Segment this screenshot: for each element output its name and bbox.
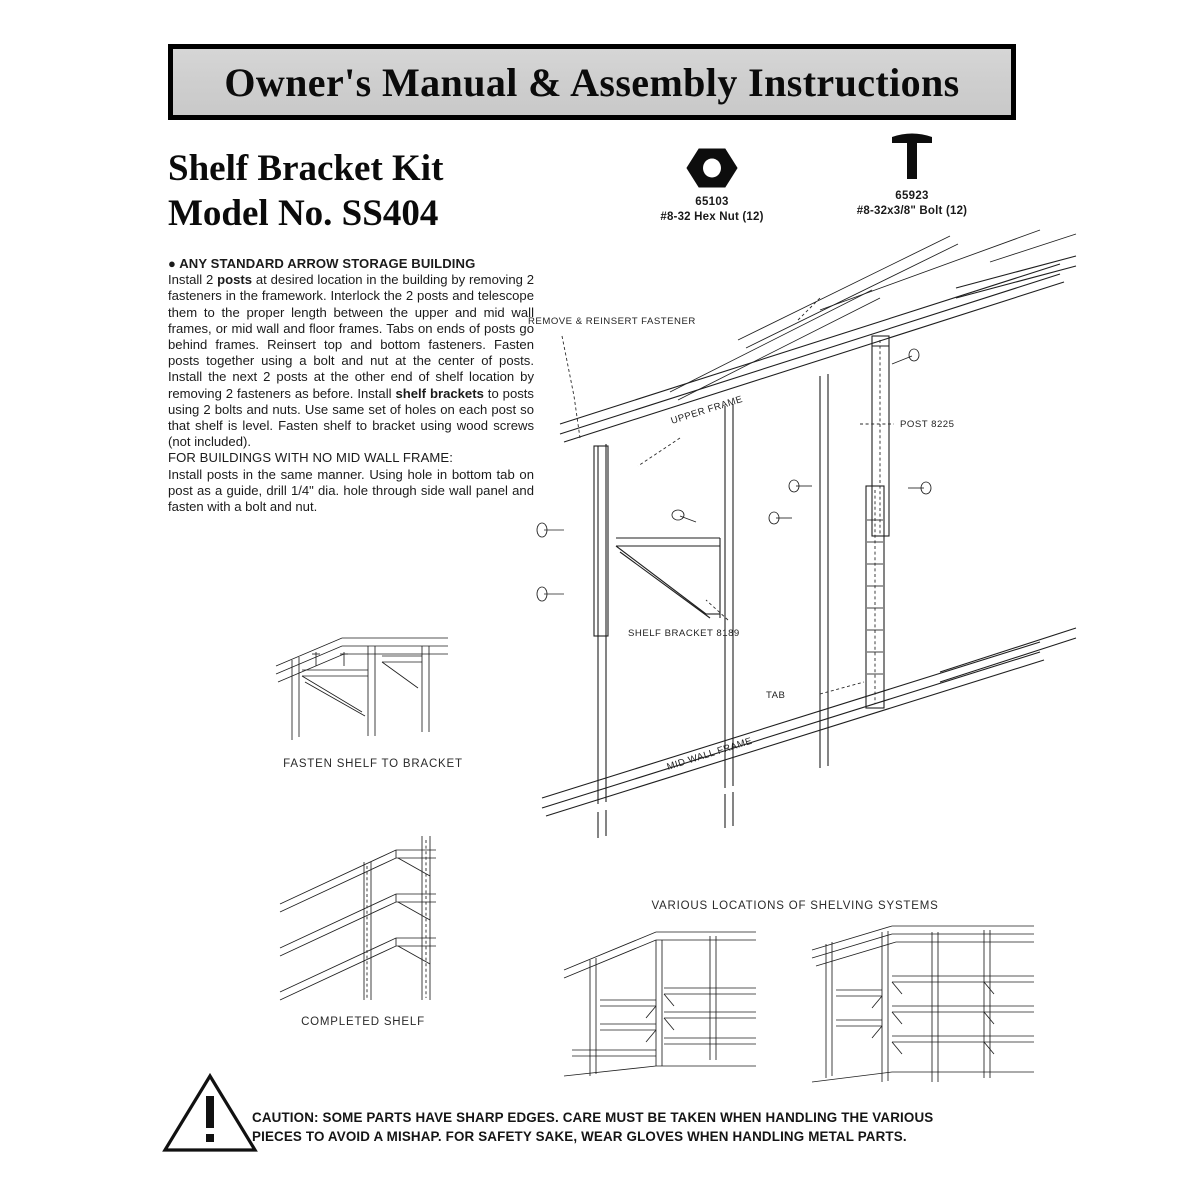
caution-line-1: CAUTION: SOME PARTS HAVE SHARP EDGES. CARE MUST BE TAKEN WHEN HANDLING THE VARIOUS: [252, 1110, 934, 1125]
label-remove-reinsert-fastener: REMOVE & REINSERT FASTENER: [528, 316, 696, 327]
instructions-subheading: FOR BUILDINGS WITH NO MID WALL FRAME:: [168, 450, 453, 466]
caution-line-2: PIECES TO AVOID A MISHAP. FOR SAFETY SAKE, WEAR GLOVES WHEN HANDLING METAL PARTS.: [252, 1129, 907, 1144]
title-banner: [168, 44, 1016, 120]
shelving-layout-b-diagram: [808, 922, 1038, 1092]
banner-title: Owner's Manual & Assembly Instructions: [224, 59, 960, 105]
part-description: #8-32 Hex Nut (12): [660, 211, 764, 223]
completed-shelf-diagram: [278, 832, 448, 1002]
fasten-shelf-diagram: [272, 636, 452, 746]
page-title: [168, 146, 588, 236]
para1-segment-a: Install 2: [168, 272, 218, 288]
caption-fasten-shelf: FASTEN SHELF TO BRACKET: [283, 758, 463, 770]
caution-text: [252, 1108, 1042, 1146]
label-tab: TAB: [766, 690, 786, 701]
bullet-glyph: ●: [168, 256, 176, 271]
hex-nut-icon: [612, 143, 812, 191]
instructions-paragraph-2: Install posts in the same manner. Using hole in bottom tab on post as a guide, drill 1/4" dia. hole through side wall panel and fasten with a bolt and nut.: [168, 466, 534, 515]
kit-model: Model No. SS404: [168, 193, 439, 234]
para1-posts-emphasis: posts: [217, 272, 253, 288]
caption-various-locations: VARIOUS LOCATIONS OF SHELVING SYSTEMS: [651, 900, 939, 912]
instructions-paragraph-1: [168, 272, 534, 450]
main-assembly-diagram: [520, 228, 1080, 848]
label-post: POST 8225: [900, 419, 955, 430]
para1-segment-c: to posts using 2 bolts and nuts. Use same set of holes on each post so that shelf is level. Fasten shelf to bracket using wood screws (not included).: [168, 385, 534, 450]
label-upper-frame: UPPER FRAME: [669, 393, 745, 427]
label-mid-wall-frame: MID WALL FRAME: [665, 735, 754, 773]
para1-brackets-emphasis: shelf brackets: [395, 385, 484, 401]
warning-triangle-icon: [162, 1072, 258, 1154]
part-description: #8-32x3/8" Bolt (12): [856, 205, 968, 217]
label-shelf-bracket: SHELF BRACKET 8189: [628, 628, 740, 639]
instructions-heading-text: ANY STANDARD ARROW STORAGE BUILDING: [179, 256, 476, 271]
caption-completed-shelf: COMPLETED SHELF: [301, 1016, 425, 1028]
para1-segment-b: at desired location in the building by removing 2 fasteners in the framework. Interlock the 2 posts and telescope them to the proper length between the upper and mid wall frames, or mid wall and floor frames. Tabs on ends of posts go behind frames. Reinsert top and bottom fasteners. Fasten posts together using a bolt and nut at the center of posts. Install the next 2 posts at the other end of shelf location by removing 2 fasteners as before. Install: [168, 272, 534, 401]
part-bolt: [812, 137, 1012, 217]
part-number: 65103: [695, 196, 729, 208]
shelving-layout-a-diagram: [560, 926, 760, 1086]
instructions-heading: [168, 256, 534, 272]
kit-name: Shelf Bracket Kit: [168, 148, 444, 189]
bolt-icon: [812, 137, 1012, 185]
instructions-body: [168, 256, 534, 515]
part-number: 65923: [895, 190, 929, 202]
part-hex-nut: [612, 143, 812, 223]
